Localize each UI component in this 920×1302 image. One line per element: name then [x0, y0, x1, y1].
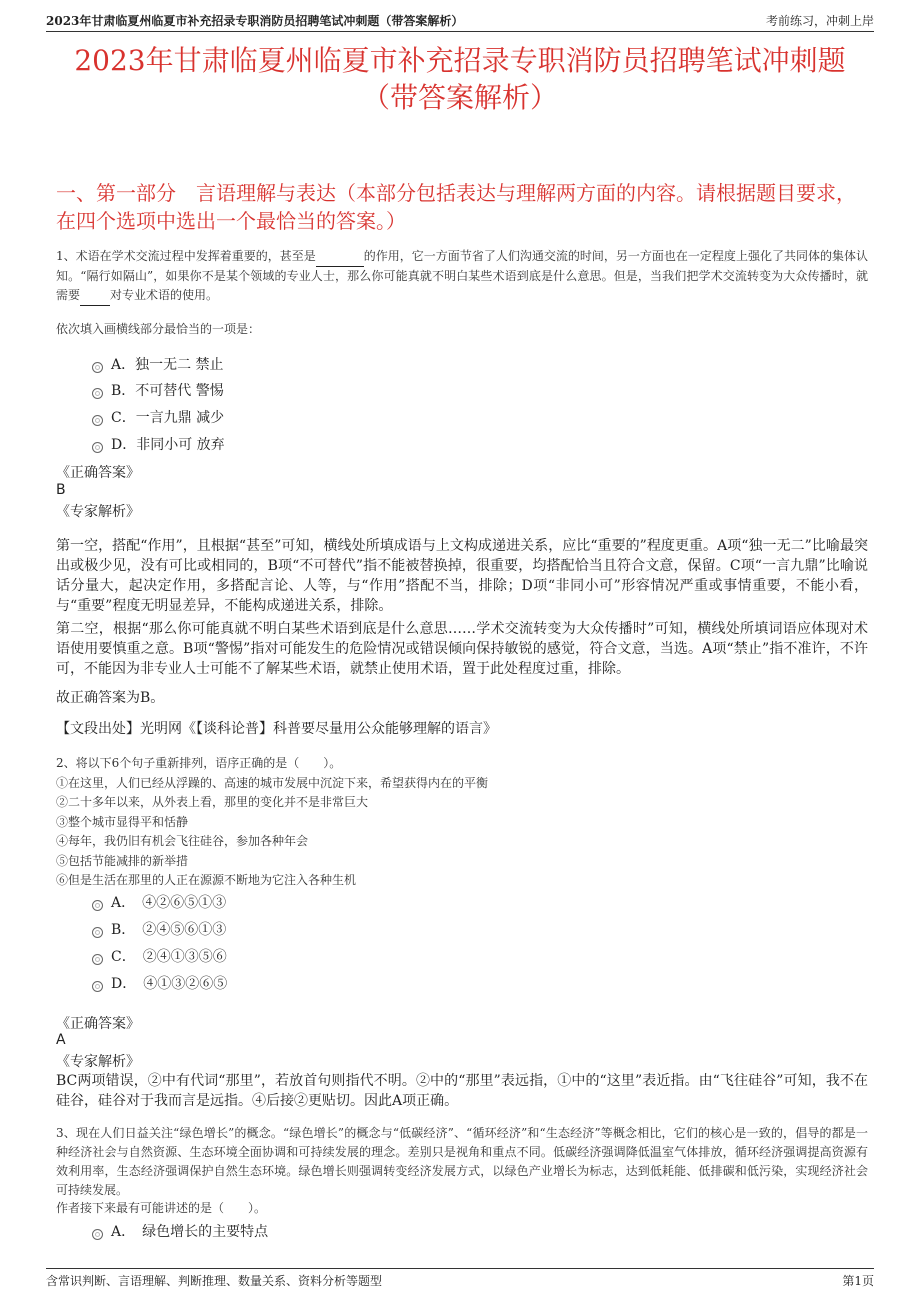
q3-stem: 3、现在人们日益关注“绿色增长”的概念。“绿色增长”的概念与“低碳经济”、“循环经济”和“生态经济”等概念相比，它们的核心是一致的，倡导的都是一种经济社会与自然资源、生态环境全面协调和可持续发展的理念。差别只是视角和重点不同。低碳经济强调降低温室气体排放，循环经济强调提高资源有效利用率，生态经济强调保护自然生态环境。绿色增长则强调转变经济发展方式，以绿色产业增长为标志，达到低耗能、低排碳和低污染，实现经济社会可持续发展。	[56, 1126, 868, 1197]
q3-option-a[interactable]: A． 绿色增长的主要特点	[92, 1222, 268, 1242]
q2-option-c[interactable]: C． ②④①③⑤⑥	[92, 947, 227, 967]
q1-option-a[interactable]: A．独一无二 禁止	[92, 355, 224, 375]
page-title-line1: 2023年甘肃临夏州临夏市补充招录专职消防员招聘笔试冲刺题	[74, 44, 846, 77]
header-title: 2023年甘肃临夏州临夏市补充招录专职消防员招聘笔试冲刺题（带答案解析）	[46, 14, 464, 28]
q2-sentence-5: ⑤包括节能减排的新举措	[56, 854, 189, 868]
q1-analysis-label: 《专家解析》	[56, 504, 140, 520]
q1-prompt: 依次填入画横线部分最恰当的一项是：	[56, 322, 261, 336]
q1-option-c[interactable]: C．一言九鼎 减少	[92, 408, 224, 428]
footer-divider	[46, 1268, 874, 1269]
radio-icon[interactable]	[92, 415, 103, 426]
q1-source: 【文段出处】光明网《【谈科论普】科普要尽量用公众能够理解的语言》	[56, 721, 497, 737]
q2-option-d[interactable]: D． ④①③②⑥⑤	[92, 974, 227, 994]
q1-blank-1	[316, 247, 364, 267]
q2-sentence-4: ④每年，我仍旧有机会飞往硅谷，参加各种年会	[56, 834, 309, 848]
q1-option-d[interactable]: D．非同小可 放弃	[92, 435, 225, 455]
q2-sentence-6: ⑥但是生活在那里的人正在源源不断地为它注入各种生机	[56, 873, 357, 887]
q1-option-b[interactable]: B．不可替代 警惕	[92, 381, 224, 401]
radio-icon[interactable]	[92, 927, 103, 938]
page-number: 第1页	[842, 1274, 874, 1288]
section-heading: 一、第一部分 言语理解与表达（本部分包括表达与理解两方面的内容。请根据题目要求，在四个选项中选出一个最恰当的答案。）	[56, 181, 856, 233]
radio-icon[interactable]	[92, 954, 103, 965]
page-title	[40, 42, 880, 116]
q2-sentence-1: ①在这里，人们已经从浮躁的、高速的城市发展中沉淀下来，希望获得内在的平衡	[56, 776, 489, 790]
footer-note: 含常识判断、言语理解、判断推理、数量关系、资料分析等题型	[46, 1274, 383, 1288]
header-divider	[46, 31, 874, 32]
q1-analysis-2: 第二空，根据“那么你可能真就不明白某些术语到底是什么意思……学术交流转变为大众传播时”可知，横线处所填词语应体现对术语使用要慎重之意。B项“警惕”指对可能发生的危险情况或错误倾向保持敏锐的感觉，符合文意，当选。A项“禁止”指不准许，不许可，不能因为非专业人士可能不了解某些术语，就禁止使用术语，置于此处程度过重，排除。	[56, 621, 868, 677]
q2-analysis-label: 《专家解析》	[56, 1054, 140, 1070]
q1-blank-2	[80, 286, 110, 306]
q2-option-a[interactable]: A． ④②⑥⑤①③	[92, 893, 226, 913]
q2-stem: 2、将以下6个句子重新排列，语序正确的是（ ）。	[56, 756, 342, 770]
radio-icon[interactable]	[92, 900, 103, 911]
radio-icon[interactable]	[92, 442, 103, 453]
radio-icon[interactable]	[92, 388, 103, 399]
q1-conclusion: 故正确答案为B。	[56, 690, 165, 706]
q1-stem-part2: 的作用，它一方面节省了人们沟通交流的时间，另一方面也在一定程度上强化了共同体的集体认知。“隔行如隔山”，如果你不是某个领域的专业人士，那么你可能真就不明白某些术语到底是什么意思。但是，当我们把学术交流转变为大众传播时，就需要	[56, 249, 868, 302]
q1-stem	[56, 247, 868, 306]
q2-answer: A	[56, 1032, 66, 1048]
q1-analysis-1: 第一空，搭配“作用”，且根据“甚至”可知，横线处所填成语与上文构成递进关系，应比“重要的”程度更重。A项“独一无二”比喻最突出或极少见，没有可比或相同的，B项“不可替代”指不能被替换掉，很重要，均搭配恰当且符合文意，保留。C项“一言九鼎”比喻说话分量大，起决定作用，多搭配言论、人等，与“作用”搭配不当，排除；D项“非同小可”形容情况严重或事情重要，不能小看，与“重要”程度无明显差异，不能构成递进关系，排除。	[56, 538, 868, 614]
q2-analysis: BC两项错误，②中有代词“那里”，若放首句则指代不明。②中的“那里”表远指，①中的“这里”表近指。由“飞往硅谷”可知，我不在硅谷，硅谷对于我而言是远指。④后接②更贴切。因此A项正确。	[56, 1073, 868, 1109]
q2-sentence-3: ③整个城市显得平和恬静	[56, 815, 189, 829]
q1-answer: B	[56, 482, 66, 498]
page-title-line2: （带答案解析）	[361, 81, 558, 114]
q1-answer-label: 《正确答案》	[56, 465, 140, 481]
radio-icon[interactable]	[92, 1229, 103, 1240]
q3-prompt: 作者接下来最有可能讲述的是（ ）。	[56, 1201, 267, 1215]
q2-option-b[interactable]: B． ②④⑤⑥①③	[92, 920, 226, 940]
radio-icon[interactable]	[92, 362, 103, 373]
q1-stem-part3: 对专业术语的使用。	[110, 288, 219, 302]
q1-stem-part1: 1、术语在学术交流过程中发挥着重要的，甚至是	[56, 249, 316, 263]
radio-icon[interactable]	[92, 981, 103, 992]
q2-sentence-2: ②二十多年以来，从外表上看，那里的变化并不是非常巨大	[56, 795, 369, 809]
q2-answer-label: 《正确答案》	[56, 1016, 140, 1032]
header-slogan: 考前练习，冲刺上岸	[765, 14, 874, 28]
